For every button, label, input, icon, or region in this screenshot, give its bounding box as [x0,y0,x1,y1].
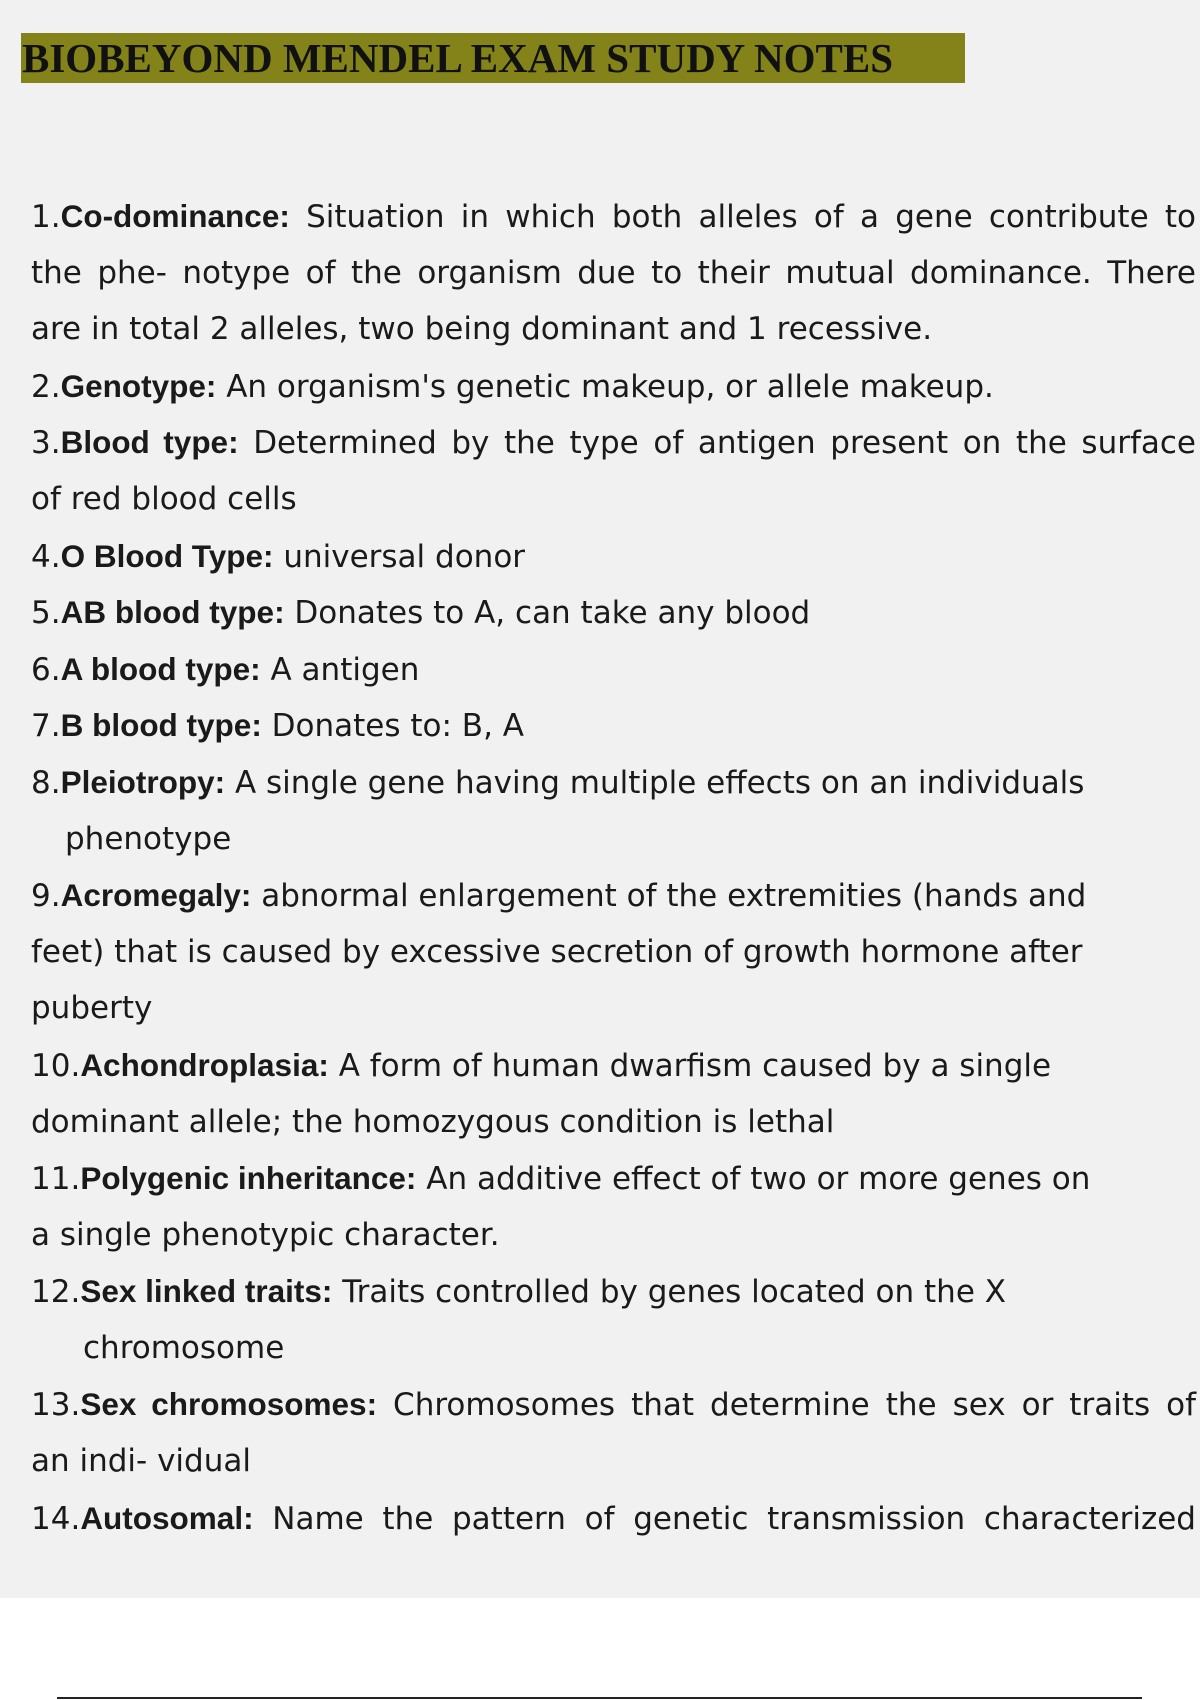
note-line [31,414,1196,471]
note-line: a single phenotypic character. [31,1216,500,1253]
definition-text: A form of human dwarfism caused by a single [328,1047,1052,1084]
item-number: 5. [31,595,61,632]
definition-text: An organism's genetic makeup, or allele makeup. [216,368,994,405]
item-number: 14. [31,1500,81,1537]
note-line [31,1150,1200,1207]
list-item [31,358,1200,415]
term-label: Autosomal: [80,1499,254,1536]
definition-text: Chromosomes that determine the sex or traits of [377,1387,1196,1424]
notes-list [31,188,1200,1546]
item-number: 2. [31,368,61,405]
definition-text: Donates to: B, A [261,708,524,745]
list-item [31,1150,1200,1263]
list-item [31,584,1200,641]
term-label: Pleiotropy: [60,763,226,800]
note-line [31,584,1200,641]
note-line: the phe- notype of the organism due to their mutual dominance. There [31,254,1196,291]
term-label: A blood type: [60,650,261,687]
note-line [31,1490,1196,1547]
item-number: 11. [31,1161,81,1198]
note-line: of red blood cells [31,480,297,517]
list-item [31,867,1200,1037]
note-line [31,641,1200,698]
term-label: Sex linked traits: [80,1273,333,1310]
note-line [31,1376,1196,1433]
term-label: Sex chromosomes: [80,1386,378,1423]
list-item [31,1263,1200,1376]
footer-divider [57,1697,1142,1699]
note-line [31,1263,1200,1320]
note-line: puberty [31,990,153,1027]
note-line: feet) that is caused by excessive secretion of growth hormone after [31,933,1083,970]
term-label: Genotype: [60,367,217,404]
item-number: 3. [31,425,61,462]
item-number: 8. [31,764,61,801]
term-label: Achondroplasia: [80,1046,329,1083]
list-item [31,1376,1200,1489]
item-number: 1. [31,199,61,235]
note-line: are in total 2 alleles, two being dominant and 1 recessive. [31,311,933,348]
note-line: dominant allele; the homozygous condition is lethal [31,1103,835,1140]
list-item [31,754,1200,867]
term-label: B blood type: [60,707,262,744]
definition-text: abnormal enlargement of the extremities (hands and [251,878,1087,915]
note-line [31,867,1200,924]
list-item [31,528,1200,585]
definition-text: Traits controlled by genes located on the X [332,1274,1006,1311]
item-number: 6. [31,651,61,688]
note-line: chromosome [83,1329,285,1366]
item-number: 10. [31,1047,81,1084]
definition-text: Situation in which both alleles of a gene contribute to [289,199,1196,235]
note-line [31,358,1200,415]
list-item [31,1037,1200,1150]
item-number: 4. [31,538,61,575]
item-number: 7. [31,708,61,745]
item-number: 9. [31,878,61,915]
definition-text: A antigen [260,651,420,688]
page-title: BIOBEYOND MENDEL EXAM STUDY NOTES [21,33,965,83]
definition-text: A single gene having multiple effects on an individuals [225,764,1085,801]
note-line: phenotype [65,820,232,857]
note-line [31,697,1200,754]
term-label: AB blood type: [60,594,285,631]
note-line [31,188,1196,245]
item-number: 13. [31,1387,81,1424]
definition-text: Donates to A, can take any blood [284,595,811,632]
item-number: 12. [31,1274,81,1311]
definition-text: Determined by the type of antigen present on the surface [238,425,1196,462]
term-label: Acromegaly: [60,877,252,914]
definition-text: Name the pattern of genetic transmission characterized [253,1500,1196,1537]
list-item [31,697,1200,754]
term-label: Blood type: [60,424,239,461]
list-item [31,641,1200,698]
list-item [31,188,1200,358]
term-label: Co-dominance: [60,198,290,234]
definition-text: An additive effect of two or more genes on [416,1161,1091,1198]
note-line: an indi- vidual [31,1443,251,1480]
term-label: Polygenic inheritance: [80,1160,417,1197]
note-line [31,754,1200,811]
note-line [31,528,1200,585]
definition-text: universal donor [273,538,526,575]
term-label: O Blood Type: [60,537,274,574]
note-line [31,1037,1200,1094]
list-item [31,414,1200,527]
list-item [31,1490,1200,1547]
